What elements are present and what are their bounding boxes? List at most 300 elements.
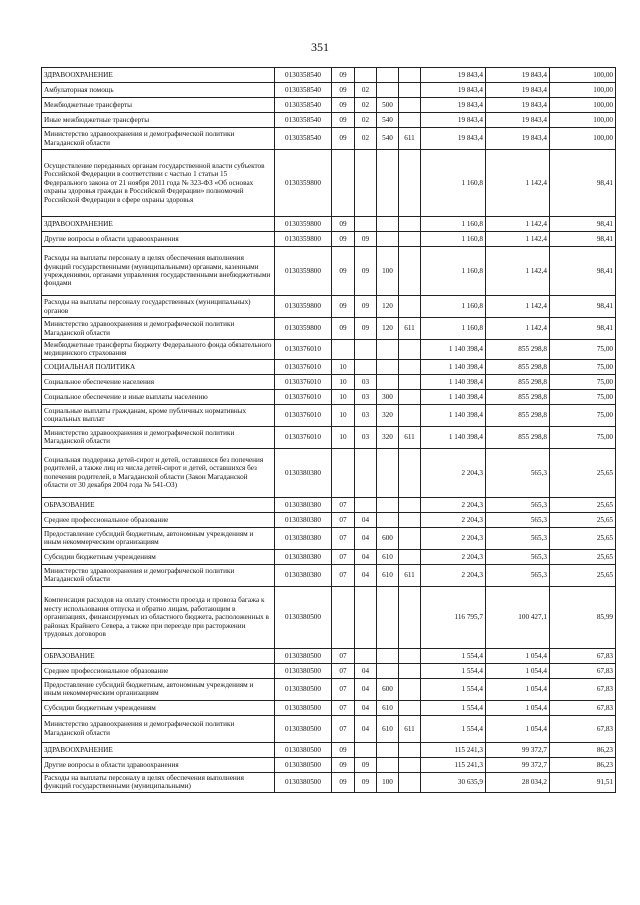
row-subsection: 09	[355, 318, 377, 340]
row-subsection: 04	[355, 678, 377, 700]
row-code: 0130380500	[275, 678, 332, 700]
row-subsection: 03	[355, 404, 377, 426]
row-execution-percent: 91,51	[550, 772, 616, 792]
row-execution-percent: 25,65	[550, 564, 616, 586]
row-executed-amount: 855 298,8	[486, 359, 550, 374]
row-admin-code	[399, 772, 421, 792]
row-execution-percent: 75,00	[550, 340, 616, 360]
row-name: Межбюджетные трансферты	[42, 98, 275, 113]
row-execution-percent: 100,00	[550, 113, 616, 128]
row-expense-type	[377, 648, 399, 663]
row-subsection	[355, 742, 377, 757]
row-section: 07	[332, 549, 355, 564]
row-execution-percent: 75,00	[550, 404, 616, 426]
row-admin-code	[399, 83, 421, 98]
table-row	[42, 426, 616, 448]
row-code: 0130376010	[275, 426, 332, 448]
row-name: Субсидии бюджетным учреждениям	[42, 549, 275, 564]
row-name: Министерство здравоохранения и демографической политики Магаданской области	[42, 715, 275, 742]
table-row	[42, 772, 616, 792]
row-executed-amount: 100 427,1	[486, 586, 550, 648]
row-code: 0130358540	[275, 98, 332, 113]
row-executed-amount: 565,3	[486, 549, 550, 564]
row-code: 0130359800	[275, 232, 332, 247]
row-admin-code: 611	[399, 426, 421, 448]
row-section: 09	[332, 247, 355, 296]
row-execution-percent: 98,41	[550, 150, 616, 217]
row-executed-amount: 1 142,4	[486, 247, 550, 296]
row-section: 10	[332, 374, 355, 389]
row-code: 0130359800	[275, 296, 332, 318]
row-executed-amount: 565,3	[486, 497, 550, 512]
row-expense-type: 120	[377, 318, 399, 340]
row-subsection: 04	[355, 564, 377, 586]
row-subsection	[355, 448, 377, 497]
row-admin-code: 611	[399, 715, 421, 742]
row-executed-amount: 565,3	[486, 448, 550, 497]
row-code: 0130376010	[275, 359, 332, 374]
row-expense-type: 540	[377, 113, 399, 128]
row-expense-type	[377, 83, 399, 98]
table-row	[42, 389, 616, 404]
row-planned-amount: 1 140 398,4	[421, 426, 486, 448]
row-expense-type: 500	[377, 98, 399, 113]
row-name: Среднее профессиональное образование	[42, 512, 275, 527]
row-execution-percent: 100,00	[550, 83, 616, 98]
row-planned-amount: 19 843,4	[421, 68, 486, 83]
row-subsection: 09	[355, 296, 377, 318]
row-execution-percent: 67,83	[550, 663, 616, 678]
row-name: Иные межбюджетные трансферты	[42, 113, 275, 128]
row-execution-percent: 75,00	[550, 389, 616, 404]
row-subsection: 09	[355, 247, 377, 296]
row-section: 09	[332, 68, 355, 83]
row-planned-amount: 1 140 398,4	[421, 340, 486, 360]
row-planned-amount: 19 843,4	[421, 113, 486, 128]
row-section: 07	[332, 527, 355, 549]
row-execution-percent: 98,41	[550, 232, 616, 247]
row-code: 0130380500	[275, 663, 332, 678]
row-section: 09	[332, 128, 355, 150]
row-execution-percent: 85,99	[550, 586, 616, 648]
row-name: Межбюджетные трансферты бюджету Федерального фонда обязательного медицинского страхования	[42, 340, 275, 360]
row-execution-percent: 25,65	[550, 497, 616, 512]
row-expense-type	[377, 68, 399, 83]
row-executed-amount: 1 054,4	[486, 648, 550, 663]
row-expense-type	[377, 448, 399, 497]
row-executed-amount: 1 142,4	[486, 232, 550, 247]
row-planned-amount: 1 140 398,4	[421, 359, 486, 374]
row-execution-percent: 67,83	[550, 678, 616, 700]
row-executed-amount: 99 372,7	[486, 757, 550, 772]
table-row	[42, 564, 616, 586]
row-expense-type: 320	[377, 404, 399, 426]
row-executed-amount: 1 054,4	[486, 678, 550, 700]
row-section: 07	[332, 678, 355, 700]
row-execution-percent: 98,41	[550, 296, 616, 318]
row-name: Расходы на выплаты персоналу в целях обеспечения выполнения функций государственными (муниципальными)	[42, 772, 275, 792]
row-expense-type: 540	[377, 128, 399, 150]
row-name: Социальная поддержка детей-сирот и детей, оставшихся без попечения родителей, а также лиц из числа детей-сирот и детей, оставшихся без попечения родителей, в Магаданской области (Закон Магаданской области от 30 декабря 2004 года № 541-ОЗ)	[42, 448, 275, 497]
row-executed-amount: 565,3	[486, 564, 550, 586]
row-executed-amount: 855 298,8	[486, 374, 550, 389]
table-row	[42, 742, 616, 757]
row-planned-amount: 19 843,4	[421, 128, 486, 150]
table-row	[42, 648, 616, 663]
row-execution-percent: 75,00	[550, 374, 616, 389]
row-admin-code	[399, 497, 421, 512]
row-planned-amount: 115 241,3	[421, 757, 486, 772]
row-code: 0130358540	[275, 68, 332, 83]
row-execution-percent: 98,41	[550, 247, 616, 296]
row-subsection: 09	[355, 757, 377, 772]
row-subsection	[355, 150, 377, 217]
row-section: 10	[332, 404, 355, 426]
row-admin-code	[399, 150, 421, 217]
row-subsection: 09	[355, 232, 377, 247]
table-row	[42, 700, 616, 715]
row-name: Министерство здравоохранения и демографической политики Магаданской области	[42, 564, 275, 586]
row-code: 0130380380	[275, 497, 332, 512]
row-planned-amount: 30 635,9	[421, 772, 486, 792]
row-section: 07	[332, 648, 355, 663]
row-name: СОЦИАЛЬНАЯ ПОЛИТИКА	[42, 359, 275, 374]
row-planned-amount: 1 554,4	[421, 678, 486, 700]
row-section: 10	[332, 389, 355, 404]
row-subsection: 03	[355, 426, 377, 448]
row-execution-percent: 86,23	[550, 757, 616, 772]
row-expense-type: 610	[377, 549, 399, 564]
row-expense-type	[377, 232, 399, 247]
row-executed-amount: 1 142,4	[486, 217, 550, 232]
row-executed-amount: 1 142,4	[486, 318, 550, 340]
row-admin-code	[399, 742, 421, 757]
row-section: 09	[332, 318, 355, 340]
row-expense-type	[377, 586, 399, 648]
row-subsection: 02	[355, 113, 377, 128]
row-executed-amount: 1 054,4	[486, 700, 550, 715]
table-row	[42, 247, 616, 296]
row-admin-code	[399, 757, 421, 772]
row-code: 0130380500	[275, 586, 332, 648]
row-subsection	[355, 497, 377, 512]
row-planned-amount: 1 140 398,4	[421, 389, 486, 404]
row-executed-amount: 19 843,4	[486, 83, 550, 98]
table-row	[42, 757, 616, 772]
row-expense-type	[377, 150, 399, 217]
row-planned-amount: 115 241,3	[421, 742, 486, 757]
row-name: Министерство здравоохранения и демографической политики Магаданской области	[42, 426, 275, 448]
row-section: 09	[332, 296, 355, 318]
row-section: 09	[332, 742, 355, 757]
row-subsection	[355, 648, 377, 663]
table-row	[42, 678, 616, 700]
row-execution-percent: 100,00	[550, 98, 616, 113]
row-name: ОБРАЗОВАНИЕ	[42, 497, 275, 512]
row-expense-type	[377, 374, 399, 389]
row-expense-type: 320	[377, 426, 399, 448]
table-row	[42, 497, 616, 512]
table-row	[42, 359, 616, 374]
row-code: 0130380500	[275, 700, 332, 715]
row-section: 10	[332, 426, 355, 448]
row-planned-amount: 1 160,8	[421, 232, 486, 247]
row-subsection: 04	[355, 527, 377, 549]
row-executed-amount: 19 843,4	[486, 128, 550, 150]
row-executed-amount: 1 142,4	[486, 296, 550, 318]
row-section: 09	[332, 772, 355, 792]
row-planned-amount: 19 843,4	[421, 98, 486, 113]
row-expense-type: 120	[377, 296, 399, 318]
row-executed-amount: 855 298,8	[486, 340, 550, 360]
table-row	[42, 83, 616, 98]
row-executed-amount: 855 298,8	[486, 389, 550, 404]
row-admin-code	[399, 448, 421, 497]
row-expense-type	[377, 359, 399, 374]
table-row	[42, 98, 616, 113]
row-executed-amount: 19 843,4	[486, 68, 550, 83]
table-row	[42, 296, 616, 318]
row-planned-amount: 1 554,4	[421, 715, 486, 742]
row-subsection: 02	[355, 83, 377, 98]
row-name: Социальные выплаты гражданам, кроме публичных нормативных социальных выплат	[42, 404, 275, 426]
row-section: 07	[332, 715, 355, 742]
row-execution-percent: 98,41	[550, 217, 616, 232]
row-code: 0130376010	[275, 340, 332, 360]
row-name: Социальное обеспечение и иные выплаты населению	[42, 389, 275, 404]
row-executed-amount: 28 034,2	[486, 772, 550, 792]
table-row	[42, 549, 616, 564]
row-code: 0130359800	[275, 318, 332, 340]
row-planned-amount: 1 160,8	[421, 247, 486, 296]
row-section: 07	[332, 663, 355, 678]
row-executed-amount: 565,3	[486, 527, 550, 549]
row-code: 0130380380	[275, 527, 332, 549]
row-subsection	[355, 359, 377, 374]
row-subsection	[355, 340, 377, 360]
row-planned-amount: 1 160,8	[421, 318, 486, 340]
row-admin-code: 611	[399, 128, 421, 150]
row-planned-amount: 116 795,7	[421, 586, 486, 648]
row-executed-amount: 1 054,4	[486, 715, 550, 742]
row-executed-amount: 19 843,4	[486, 98, 550, 113]
row-code: 0130359800	[275, 217, 332, 232]
row-name: Амбулаторная помощь	[42, 83, 275, 98]
row-subsection	[355, 68, 377, 83]
row-section: 09	[332, 757, 355, 772]
row-planned-amount: 1 554,4	[421, 648, 486, 663]
row-admin-code	[399, 527, 421, 549]
row-planned-amount: 1 160,8	[421, 150, 486, 217]
table-row	[42, 318, 616, 340]
table-row	[42, 527, 616, 549]
row-expense-type	[377, 217, 399, 232]
row-admin-code	[399, 359, 421, 374]
row-planned-amount: 19 843,4	[421, 83, 486, 98]
row-expense-type: 100	[377, 247, 399, 296]
row-name: Предоставление субсидий бюджетным, автономным учреждениям и иным некоммерческим организациям	[42, 678, 275, 700]
row-execution-percent: 25,65	[550, 512, 616, 527]
row-name: Социальное обеспечение населения	[42, 374, 275, 389]
table-row	[42, 113, 616, 128]
row-expense-type	[377, 512, 399, 527]
row-admin-code	[399, 340, 421, 360]
row-execution-percent: 67,83	[550, 648, 616, 663]
row-name: Компенсация расходов на оплату стоимости проезда и провоза багажа к месту использования отпуска и обратно лицам, работающим в организациях, финансируемых из областного бюджета, расположенных в районах Крайнего Севера, а также при переезде при расторжении трудовых договоров	[42, 586, 275, 648]
row-executed-amount: 19 843,4	[486, 113, 550, 128]
row-execution-percent: 25,65	[550, 549, 616, 564]
row-execution-percent: 98,41	[550, 318, 616, 340]
row-name: Предоставление субсидий бюджетным, автономным учреждениям и иным некоммерческим организациям	[42, 527, 275, 549]
row-subsection: 04	[355, 700, 377, 715]
row-subsection: 02	[355, 98, 377, 113]
table-row	[42, 512, 616, 527]
row-execution-percent: 100,00	[550, 128, 616, 150]
row-name: Расходы на выплаты персоналу в целях обеспечения выполнения функций государственными (муниципальными) органами, казенными учреждениями, органами управления государственными внебюджетными фондами	[42, 247, 275, 296]
row-section: 07	[332, 497, 355, 512]
row-expense-type	[377, 663, 399, 678]
row-planned-amount: 1 160,8	[421, 217, 486, 232]
table-row	[42, 232, 616, 247]
row-name: ОБРАЗОВАНИЕ	[42, 648, 275, 663]
row-expense-type	[377, 757, 399, 772]
row-section	[332, 150, 355, 217]
row-planned-amount: 2 204,3	[421, 527, 486, 549]
row-name: Осуществление переданных органам государственной власти субъектов Российской Федерации в соответствии с частью 1 статьи 15 Федерального закона от 21 ноября 2011 года № 323-ФЗ «Об основах охраны здоровья граждан в Российской Федерации» полномочий Российской Федерации в сфере охраны здоровья	[42, 150, 275, 217]
row-admin-code	[399, 700, 421, 715]
row-planned-amount: 1 140 398,4	[421, 404, 486, 426]
row-subsection: 04	[355, 715, 377, 742]
row-expense-type: 600	[377, 527, 399, 549]
row-admin-code	[399, 586, 421, 648]
row-admin-code	[399, 374, 421, 389]
table-row	[42, 340, 616, 360]
row-code: 0130359800	[275, 150, 332, 217]
row-section: 09	[332, 113, 355, 128]
row-section: 09	[332, 83, 355, 98]
row-execution-percent: 25,65	[550, 527, 616, 549]
row-section: 07	[332, 564, 355, 586]
row-code: 0130376010	[275, 404, 332, 426]
row-expense-type	[377, 742, 399, 757]
row-expense-type: 100	[377, 772, 399, 792]
row-admin-code	[399, 549, 421, 564]
table-row	[42, 128, 616, 150]
row-admin-code	[399, 217, 421, 232]
row-execution-percent: 75,00	[550, 359, 616, 374]
row-subsection: 04	[355, 663, 377, 678]
row-section: 07	[332, 700, 355, 715]
row-name: Министерство здравоохранения и демографической политики Магаданской области	[42, 128, 275, 150]
row-admin-code	[399, 512, 421, 527]
row-subsection: 02	[355, 128, 377, 150]
row-subsection: 09	[355, 772, 377, 792]
row-code: 0130380380	[275, 549, 332, 564]
row-execution-percent: 25,65	[550, 448, 616, 497]
row-executed-amount: 855 298,8	[486, 404, 550, 426]
table-row	[42, 217, 616, 232]
row-subsection: 03	[355, 374, 377, 389]
row-planned-amount: 2 204,3	[421, 549, 486, 564]
row-executed-amount: 565,3	[486, 512, 550, 527]
row-execution-percent: 86,23	[550, 742, 616, 757]
row-expense-type: 610	[377, 700, 399, 715]
table-row	[42, 150, 616, 217]
row-admin-code: 611	[399, 318, 421, 340]
row-name: Субсидии бюджетным учреждениям	[42, 700, 275, 715]
row-code: 0130376010	[275, 374, 332, 389]
table-row	[42, 448, 616, 497]
row-code: 0130358540	[275, 128, 332, 150]
row-name: Расходы на выплаты персоналу государственных (муниципальных) органов	[42, 296, 275, 318]
row-executed-amount: 1 054,4	[486, 663, 550, 678]
row-code: 0130376010	[275, 389, 332, 404]
row-code: 0130380500	[275, 715, 332, 742]
row-planned-amount: 1 160,8	[421, 296, 486, 318]
row-execution-percent: 100,00	[550, 68, 616, 83]
row-planned-amount: 2 204,3	[421, 497, 486, 512]
row-section	[332, 586, 355, 648]
row-execution-percent: 67,83	[550, 715, 616, 742]
table-row	[42, 715, 616, 742]
table-row	[42, 663, 616, 678]
row-expense-type	[377, 340, 399, 360]
row-executed-amount: 855 298,8	[486, 426, 550, 448]
page-number: 351	[311, 40, 329, 54]
row-section	[332, 340, 355, 360]
row-admin-code	[399, 389, 421, 404]
row-execution-percent: 67,83	[550, 700, 616, 715]
row-code: 0130359800	[275, 247, 332, 296]
row-planned-amount: 2 204,3	[421, 512, 486, 527]
row-admin-code	[399, 404, 421, 426]
row-executed-amount: 1 142,4	[486, 150, 550, 217]
row-subsection: 04	[355, 549, 377, 564]
row-admin-code	[399, 113, 421, 128]
table-row	[42, 404, 616, 426]
table-row	[42, 374, 616, 389]
row-name: Среднее профессиональное образование	[42, 663, 275, 678]
row-name: ЗДРАВООХРАНЕНИЕ	[42, 742, 275, 757]
row-planned-amount: 1 554,4	[421, 700, 486, 715]
row-planned-amount: 2 204,3	[421, 448, 486, 497]
row-subsection: 04	[355, 512, 377, 527]
row-expense-type: 610	[377, 715, 399, 742]
row-admin-code	[399, 296, 421, 318]
row-name: ЗДРАВООХРАНЕНИЕ	[42, 217, 275, 232]
row-expense-type: 610	[377, 564, 399, 586]
row-code: 0130380380	[275, 564, 332, 586]
row-subsection	[355, 586, 377, 648]
row-code: 0130380500	[275, 772, 332, 792]
row-section	[332, 448, 355, 497]
table-row	[42, 68, 616, 83]
row-admin-code	[399, 68, 421, 83]
table-row	[42, 586, 616, 648]
row-section: 09	[332, 217, 355, 232]
row-admin-code	[399, 247, 421, 296]
row-code: 0130358540	[275, 113, 332, 128]
row-section: 07	[332, 512, 355, 527]
row-planned-amount: 2 204,3	[421, 564, 486, 586]
row-executed-amount: 99 372,7	[486, 742, 550, 757]
budget-execution-table	[41, 67, 616, 793]
table-body	[42, 68, 616, 793]
row-code: 0130358540	[275, 83, 332, 98]
row-code: 0130380380	[275, 512, 332, 527]
row-execution-percent: 75,00	[550, 426, 616, 448]
row-section: 09	[332, 98, 355, 113]
